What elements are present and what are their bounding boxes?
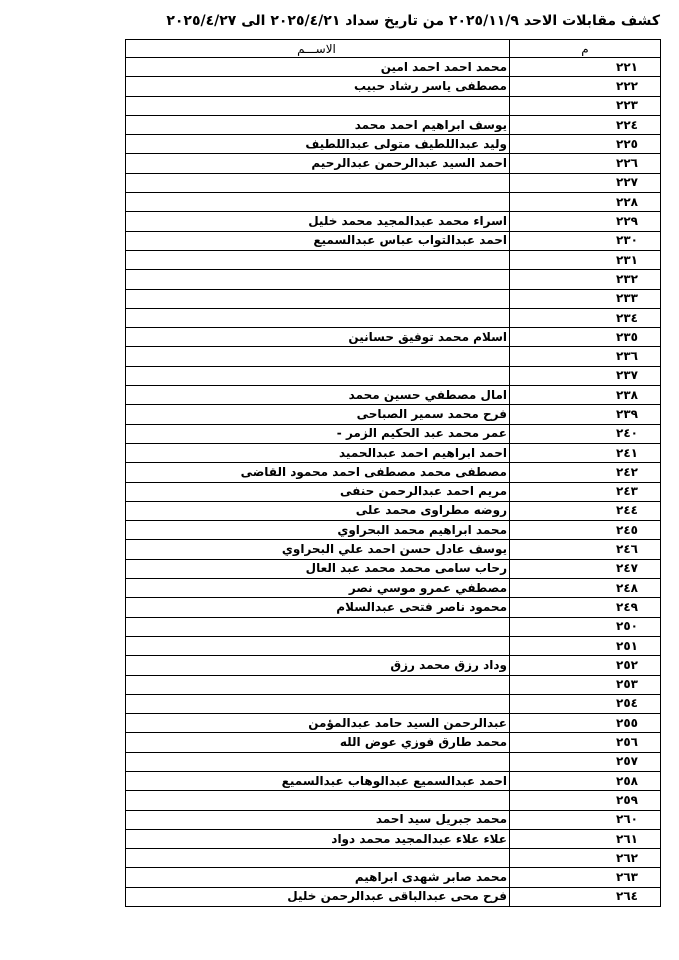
row-number: ٢٥١ — [510, 636, 661, 655]
row-name: احمد ابراهيم احمد عبدالحميد — [126, 443, 510, 462]
row-name: عبدالرحمن السيد حامد عبدالمؤمن — [126, 714, 510, 733]
table-row — [126, 714, 661, 733]
table-row — [126, 482, 661, 501]
table-row — [126, 443, 661, 462]
row-name: اسلام محمد توفيق حسانين — [126, 328, 510, 347]
row-name — [126, 694, 510, 713]
row-name: محمد ابراهيم محمد البحراوي — [126, 521, 510, 540]
table-row — [126, 849, 661, 868]
row-name — [126, 96, 510, 115]
row-number: ٢٤٨ — [510, 579, 661, 598]
row-name — [126, 675, 510, 694]
row-number: ٢٣٢ — [510, 270, 661, 289]
table-row — [126, 231, 661, 250]
row-number: ٢٢٦ — [510, 154, 661, 173]
row-number: ٢٣٧ — [510, 366, 661, 385]
table-row — [126, 598, 661, 617]
row-name: محمد صابر شهدى ابراهيم — [126, 868, 510, 887]
row-number: ٢٤٤ — [510, 501, 661, 520]
row-name: محمود ناصر فتحى عبدالسلام — [126, 598, 510, 617]
row-name — [126, 173, 510, 192]
row-name: محمد طارق فوزي عوض الله — [126, 733, 510, 752]
row-number: ٢٥٩ — [510, 791, 661, 810]
row-name — [126, 270, 510, 289]
row-number: ٢٢٢ — [510, 77, 661, 96]
row-name: امال مصطفي حسين محمد — [126, 386, 510, 405]
row-number: ٢٦١ — [510, 829, 661, 848]
table-row — [126, 501, 661, 520]
table-row — [126, 868, 661, 887]
table-row — [126, 135, 661, 154]
row-number: ٢٣٨ — [510, 386, 661, 405]
table-header-row — [126, 40, 661, 58]
table-row — [126, 250, 661, 269]
row-name — [126, 849, 510, 868]
row-name: اسراء محمد عبدالمجيد محمد خليل — [126, 212, 510, 231]
table-row — [126, 559, 661, 578]
row-number: ٢٤٠ — [510, 424, 661, 443]
table-row — [126, 212, 661, 231]
row-name: رحاب سامى محمد محمد عبد العال — [126, 559, 510, 578]
row-number: ٢٣٩ — [510, 405, 661, 424]
row-number: ٢٢٨ — [510, 193, 661, 212]
table-row — [126, 540, 661, 559]
table-row — [126, 328, 661, 347]
page-title: كشف مقابلات الاحد ٢٠٢٥/١١/٩ من تاريخ سداد ٢٠٢٥/٤/٢١ الى ٢٠٢٥/٤/٢٧ — [166, 13, 660, 29]
table-row — [126, 193, 661, 212]
table-row — [126, 887, 661, 906]
row-name: محمد احمد احمد امين — [126, 58, 510, 77]
table-row — [126, 270, 661, 289]
table-row — [126, 347, 661, 366]
row-name — [126, 289, 510, 308]
table-row — [126, 115, 661, 134]
row-number: ٢٤٢ — [510, 463, 661, 482]
table-row — [126, 308, 661, 327]
row-name: احمد عبدالسميع عبدالوهاب عبدالسميع — [126, 771, 510, 790]
row-name — [126, 791, 510, 810]
column-header-number: م — [510, 40, 661, 58]
row-name: وداد رزق محمد رزق — [126, 656, 510, 675]
row-name — [126, 347, 510, 366]
row-name: مصطفى محمد مصطفى احمد محمود القاضى — [126, 463, 510, 482]
table-row — [126, 617, 661, 636]
row-number: ٢٥٣ — [510, 675, 661, 694]
row-number: ٢٢١ — [510, 58, 661, 77]
row-number: ٢٤٥ — [510, 521, 661, 540]
row-number: ٢٣٣ — [510, 289, 661, 308]
table-row — [126, 424, 661, 443]
row-name: عمر محمد عبد الحكيم الزمر - — [126, 424, 510, 443]
row-number: ٢٥٦ — [510, 733, 661, 752]
row-number: ٢٤٩ — [510, 598, 661, 617]
table-row — [126, 694, 661, 713]
row-number: ٢٢٤ — [510, 115, 661, 134]
row-number: ٢٣١ — [510, 250, 661, 269]
row-number: ٢٢٥ — [510, 135, 661, 154]
row-name: مصطفي عمرو موسي نصر — [126, 579, 510, 598]
row-name — [126, 250, 510, 269]
table-row — [126, 579, 661, 598]
table-row — [126, 791, 661, 810]
row-name: محمد جبريل سيد احمد — [126, 810, 510, 829]
table-row — [126, 829, 661, 848]
row-number: ٢٣٠ — [510, 231, 661, 250]
row-number: ٢٥٥ — [510, 714, 661, 733]
table-row — [126, 463, 661, 482]
row-name — [126, 636, 510, 655]
column-header-name: الاســـم — [126, 40, 510, 58]
row-number: ٢٥٤ — [510, 694, 661, 713]
row-name: مصطفى ياسر رشاد حبيب — [126, 77, 510, 96]
row-number: ٢٦٢ — [510, 849, 661, 868]
table-body — [126, 58, 661, 907]
row-name: يوسف عادل حسن احمد علي البحراوي — [126, 540, 510, 559]
row-number: ٢٦٠ — [510, 810, 661, 829]
row-name: فرح محى عبدالباقى عبدالرحمن خليل — [126, 887, 510, 906]
row-name: احمد السيد عبدالرحمن عبدالرحيم — [126, 154, 510, 173]
row-number: ٢٣٤ — [510, 308, 661, 327]
row-name — [126, 617, 510, 636]
row-number: ٢٤٣ — [510, 482, 661, 501]
table-row — [126, 752, 661, 771]
table-row — [126, 96, 661, 115]
table-row — [126, 771, 661, 790]
table-row — [126, 386, 661, 405]
row-number: ٢٢٧ — [510, 173, 661, 192]
table-row — [126, 656, 661, 675]
table-row — [126, 521, 661, 540]
table-row — [126, 675, 661, 694]
row-name: يوسف ابراهيم احمد محمد — [126, 115, 510, 134]
table-row — [126, 289, 661, 308]
row-number: ٢٣٥ — [510, 328, 661, 347]
row-name: علاء علاء عبدالمجيد محمد دواد — [126, 829, 510, 848]
row-number: ٢٦٣ — [510, 868, 661, 887]
row-name: مريم احمد عبدالرحمن حنفى — [126, 482, 510, 501]
row-number: ٢٢٩ — [510, 212, 661, 231]
row-name — [126, 752, 510, 771]
row-number: ٢٢٣ — [510, 96, 661, 115]
row-name: روضه مطراوى محمد على — [126, 501, 510, 520]
row-number: ٢٣٦ — [510, 347, 661, 366]
row-number: ٢٤١ — [510, 443, 661, 462]
row-name — [126, 308, 510, 327]
row-number: ٢٥٧ — [510, 752, 661, 771]
table-row — [126, 810, 661, 829]
table-row — [126, 173, 661, 192]
row-number: ٢٤٧ — [510, 559, 661, 578]
row-number: ٢٥٠ — [510, 617, 661, 636]
table-row — [126, 366, 661, 385]
row-number: ٢٥٨ — [510, 771, 661, 790]
row-name: احمد عبدالتواب عباس عبدالسميع — [126, 231, 510, 250]
table-row — [126, 405, 661, 424]
row-name — [126, 366, 510, 385]
table-row — [126, 77, 661, 96]
row-number: ٢٤٦ — [510, 540, 661, 559]
row-name: وليد عبداللطيف متولى عبداللطيف — [126, 135, 510, 154]
row-name — [126, 193, 510, 212]
attendees-table — [125, 39, 661, 907]
table-row — [126, 58, 661, 77]
row-number: ٢٥٢ — [510, 656, 661, 675]
row-number: ٢٦٤ — [510, 887, 661, 906]
table-row — [126, 733, 661, 752]
table-row — [126, 636, 661, 655]
table-row — [126, 154, 661, 173]
row-name: فرح محمد سمير الصباحى — [126, 405, 510, 424]
